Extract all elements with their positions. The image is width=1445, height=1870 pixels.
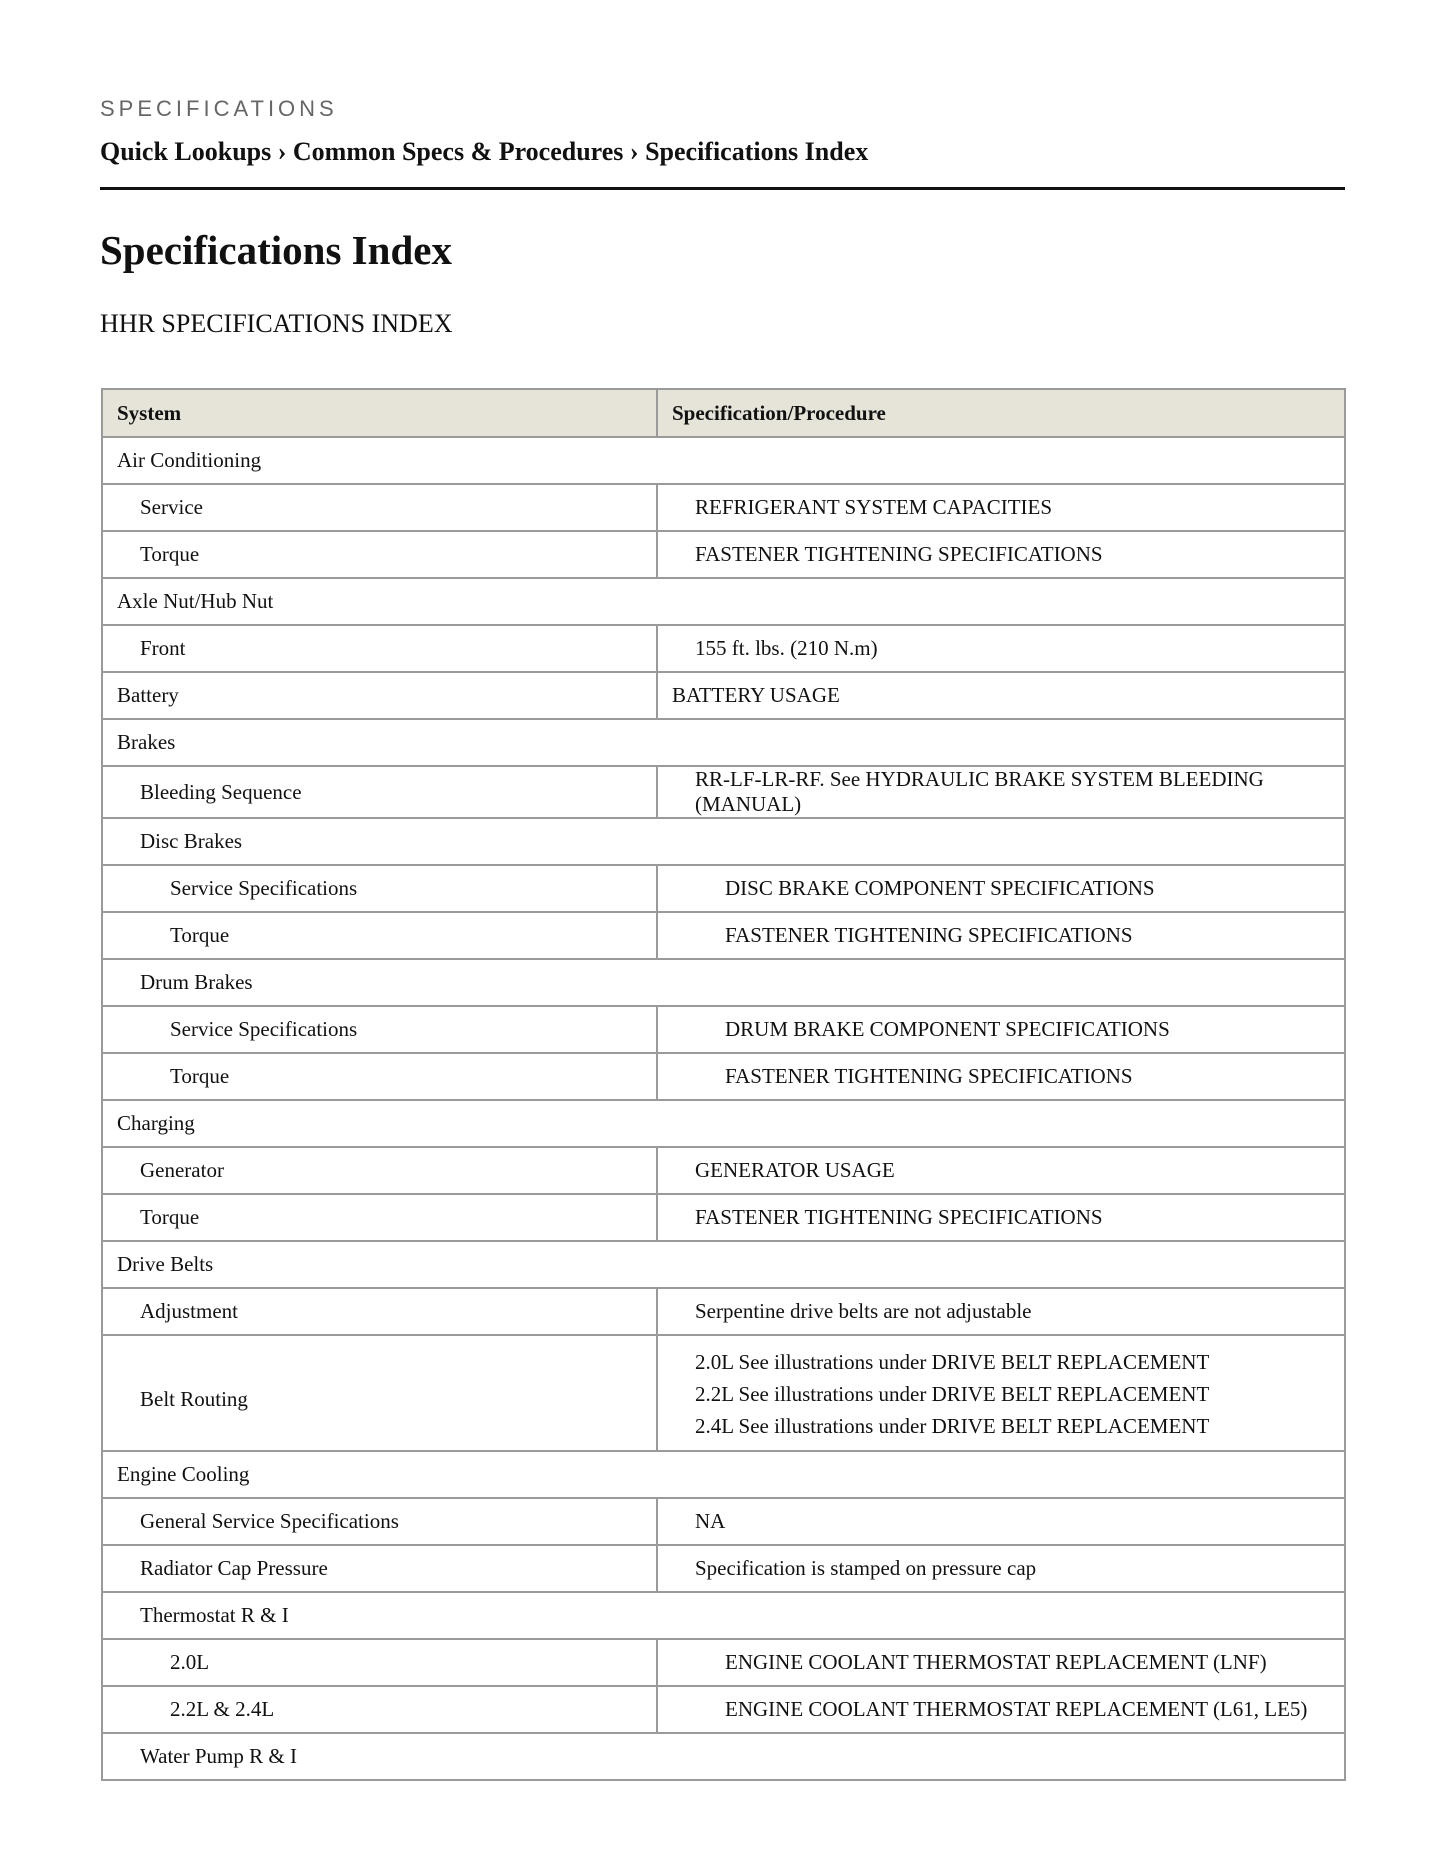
table-row [102,766,1345,818]
specification-cell: FASTENER TIGHTENING SPECIFICATIONS [657,1053,1345,1100]
system-cell: Torque [102,912,657,959]
table-row [102,1288,1345,1335]
specification-cell: Serpentine drive belts are not adjustable [657,1288,1345,1335]
table-row [102,1147,1345,1194]
system-cell: Disc Brakes [102,818,1345,865]
system-cell: Bleeding Sequence [102,766,657,818]
table-row [102,578,1345,625]
table-row [102,672,1345,719]
table-row [102,1545,1345,1592]
specification-cell: ENGINE COOLANT THERMOSTAT REPLACEMENT (LNF) [657,1639,1345,1686]
table-row [102,959,1345,1006]
specification-cell: RR-LF-LR-RF. See HYDRAULIC BRAKE SYSTEM BLEEDING (MANUAL) [657,766,1345,818]
system-cell: Adjustment [102,1288,657,1335]
table-row [102,1241,1345,1288]
specification-line: 2.2L See illustrations under DRIVE BELT REPLACEMENT [695,1382,1210,1406]
specification-cell: NA [657,1498,1345,1545]
column-header-system: System [102,389,657,437]
header-divider [100,187,1345,190]
specification-cell: ENGINE COOLANT THERMOSTAT REPLACEMENT (L61, LE5) [657,1686,1345,1733]
system-cell: Water Pump R & I [102,1733,1345,1780]
specification-cell: BATTERY USAGE [657,672,1345,719]
table-row [102,484,1345,531]
system-cell: Front [102,625,657,672]
table-row [102,1498,1345,1545]
breadcrumb: Quick Lookups › Common Specs & Procedures › Specifications Index [100,137,869,166]
system-cell: Charging [102,1100,1345,1147]
specification-cell: REFRIGERANT SYSTEM CAPACITIES [657,484,1345,531]
table-row [102,531,1345,578]
table-row [102,437,1345,484]
table-row [102,1733,1345,1780]
specification-cell [657,1335,1345,1451]
table-row [102,1592,1345,1639]
system-cell: Torque [102,531,657,578]
table-header-row [102,389,1345,437]
table-row [102,865,1345,912]
table-row [102,1194,1345,1241]
specification-cell: FASTENER TIGHTENING SPECIFICATIONS [657,1194,1345,1241]
system-cell: Torque [102,1053,657,1100]
system-cell: Drum Brakes [102,959,1345,1006]
table-row [102,1053,1345,1100]
system-cell: Torque [102,1194,657,1241]
system-cell: Battery [102,672,657,719]
system-cell: Engine Cooling [102,1451,1345,1498]
specification-cell: FASTENER TIGHTENING SPECIFICATIONS [657,912,1345,959]
system-cell: General Service Specifications [102,1498,657,1545]
specification-cell: FASTENER TIGHTENING SPECIFICATIONS [657,531,1345,578]
system-cell: Drive Belts [102,1241,1345,1288]
system-cell: Generator [102,1147,657,1194]
table-row [102,1639,1345,1686]
system-cell: Radiator Cap Pressure [102,1545,657,1592]
table-row [102,625,1345,672]
system-cell: Brakes [102,719,1345,766]
specification-cell: DISC BRAKE COMPONENT SPECIFICATIONS [657,865,1345,912]
page-subtitle: HHR SPECIFICATIONS INDEX [100,309,453,338]
page-title: Specifications Index [100,227,452,273]
specifications-table [101,388,1346,1781]
specification-cell: Specification is stamped on pressure cap [657,1545,1345,1592]
section-eyebrow: SPECIFICATIONS [100,96,338,121]
system-cell: Service Specifications [102,1006,657,1053]
system-cell: Thermostat R & I [102,1592,1345,1639]
system-cell: Service Specifications [102,865,657,912]
system-cell: Air Conditioning [102,437,1345,484]
table-row [102,1686,1345,1733]
specification-cell: GENERATOR USAGE [657,1147,1345,1194]
table-row [102,1100,1345,1147]
system-cell: Axle Nut/Hub Nut [102,578,1345,625]
table-row [102,912,1345,959]
system-cell: Belt Routing [102,1335,657,1451]
table-body [102,437,1345,1780]
table-row [102,818,1345,865]
system-cell: 2.2L & 2.4L [102,1686,657,1733]
table-row [102,1335,1345,1451]
system-cell: Service [102,484,657,531]
system-cell: 2.0L [102,1639,657,1686]
specification-cell: DRUM BRAKE COMPONENT SPECIFICATIONS [657,1006,1345,1053]
table-row [102,1451,1345,1498]
table-row [102,719,1345,766]
specification-cell: 155 ft. lbs. (210 N.m) [657,625,1345,672]
column-header-specification: Specification/Procedure [657,389,1345,437]
specification-line: 2.0L See illustrations under DRIVE BELT REPLACEMENT [695,1350,1210,1374]
specification-line: 2.4L See illustrations under DRIVE BELT REPLACEMENT [695,1414,1210,1438]
table-row [102,1006,1345,1053]
